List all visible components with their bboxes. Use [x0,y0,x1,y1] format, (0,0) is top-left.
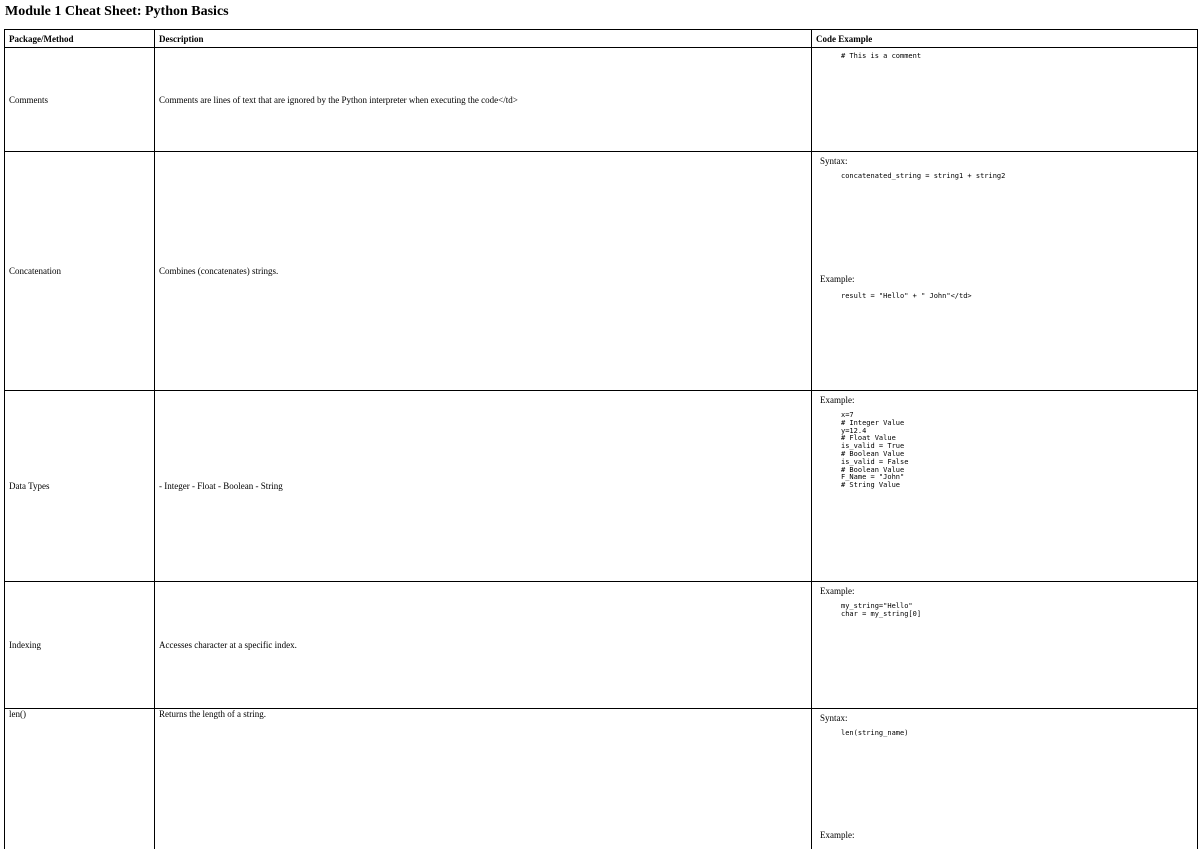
description-cell: Comments are lines of text that are ignored by the Python interpreter when executing the code</td> [155,48,812,152]
code-snippet: concatenated_string = string1 + string2 [841,172,1006,180]
example-label: Example: [820,830,855,840]
header-code-example: Code Example [812,30,1198,48]
package-cell: Indexing [5,582,155,709]
code-snippet: # This is a comment [841,52,922,60]
page-title: Module 1 Cheat Sheet: Python Basics [5,4,229,19]
code-snippet: x=7 # Integer Value y=12.4 # Float Value is_valid = True # Boolean Value is_valid = False # Boolean Value F_Name = "John" # String Value [841,411,909,490]
example-label: Example: [820,274,855,284]
example-label: Example: [820,586,855,596]
table-row [5,391,1198,582]
example-label: Example: [820,395,855,405]
syntax-label: Syntax: [820,156,848,166]
table-row [5,152,1198,391]
code-cell [812,709,1198,849]
description-cell: Combines (concatenates) strings. [155,152,812,391]
package-cell: Concatenation [5,152,155,391]
code-snippet: result = "Hello" + " John"</td> [841,292,972,300]
table-header-row [5,30,1198,48]
header-package-method: Package/Method [5,30,155,48]
code-snippet: len(string_name) [841,729,909,737]
code-cell [812,582,1198,709]
package-cell: len() [5,709,155,849]
syntax-label: Syntax: [820,713,848,723]
cheat-sheet-table [4,29,1198,849]
table-row [5,709,1198,849]
header-description: Description [155,30,812,48]
description-cell: - Integer - Float - Boolean - String [155,391,812,582]
package-cell: Data Types [5,391,155,582]
package-cell: Comments [5,48,155,152]
code-cell [812,391,1198,582]
code-cell [812,152,1198,391]
table-row [5,582,1198,709]
table-row [5,48,1198,152]
code-cell [812,48,1198,152]
description-cell: Accesses character at a specific index. [155,582,812,709]
description-cell: Returns the length of a string. [155,709,812,849]
code-snippet: my_string="Hello" char = my_string[0] [841,602,922,618]
